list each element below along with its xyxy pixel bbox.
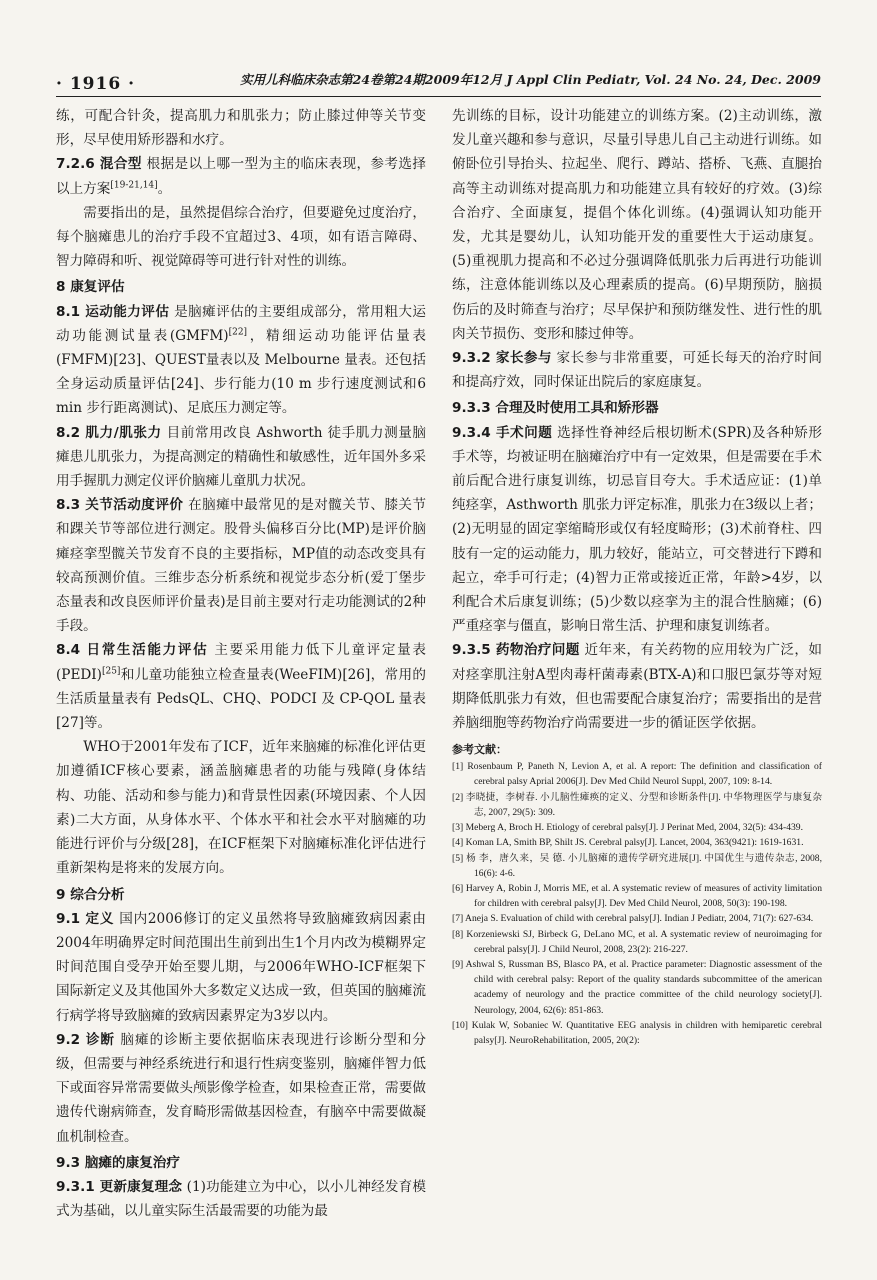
paragraph-text-cont: ，精细运动功能评估量表(FMFM)[23]、QUEST量表以及 Melbourne 量表。还包括全身运动质量评估[24]、步行能力(10 m 步行速度测试和6 min 步行距离测试)、足底压力测定等。	[56, 327, 426, 417]
paragraph-text: 近年来，有关药物的应用较为广泛，如对痉挛肌注射A型肉毒杆菌毒素(BTX-A)和口服巴氯芬等对短期降低肌张力有效，但也需要配合康复治疗；需要指出的是营养脑细胞等药物治疗尚需要进一步的循证医学依据。	[452, 642, 822, 732]
subsection-heading: 9.2 诊断	[56, 1031, 116, 1048]
heading-text: 9 综合分析	[56, 886, 125, 903]
subsection-heading: 9.1 定义	[56, 910, 115, 927]
subsection-paragraph	[56, 638, 426, 735]
page-header	[56, 66, 821, 100]
subsection-paragraph	[56, 493, 426, 638]
paragraph-text-cont: 和儿童功能独立检查量表(WeeFIM)[26]，常用的生活质量量表有 PedsQL、CHQ、PODCI 及 CP-QOL 量表[27]等。	[56, 666, 426, 732]
subsection-paragraph	[56, 421, 426, 494]
running-head: 实用儿科临床杂志第24卷第24期2009年12月 J Appl Clin Pediatr, Vol. 24 No. 24, Dec. 2009	[240, 72, 821, 87]
paragraph-text: (1)功能建立为中心，以小儿神经发育模式为基础，以儿童实际生活最需要的功能为最	[56, 1178, 426, 1220]
left-column	[56, 104, 426, 1254]
citation-superscript: [19-21,14]	[110, 180, 158, 191]
paragraph-text-cont: 。	[157, 180, 172, 197]
reference-item: [5] 杨 李，唐久来，吴 德. 小儿脑瘫的遗传学研究进展[J]. 中国优生与遗传杂志, 2008, 16(6): 4-6.	[452, 852, 822, 879]
body-paragraph: 练，可配合针灸，提高肌力和肌张力；防止膝过伸等关节变形，尽早使用矫形器和水疗。	[56, 108, 426, 149]
section-heading	[56, 883, 426, 907]
reference-item: [7] Aneja S. Evaluation of child with cerebral palsy[J]. Indian J Pediatr, 2004, 71(7): 627-634.	[452, 913, 814, 925]
paragraph-text: 选择性脊神经后根切断术(SPR)及各种矫形手术等，均被证明在脑瘫治疗中有一定效果，但是需要在手术前后配合进行康复训练，切忌盲目夸大。手术适应证：(1)单纯痉挛，Asthworth 肌张力评定标准，肌张力在3级以上者；(2)无明显的固定挛缩畸形或仅有轻度畸形；(3)术前脊柱、四肢有一定的运动能力，肌力较好，能站立，可交替进行下蹲和起立，牵手可行走；(4)智力正常或接近正常，年龄>4岁，以利配合术后康复训练；(5)少数以痉挛为主的混合性脑瘫；(6)严重痉挛与僵直，影响日常生活、护理和康复训练者。	[452, 424, 822, 635]
heading-text: 9.3 脑瘫的康复治疗	[56, 1154, 180, 1171]
subsection-heading: 9.3.4 手术问题	[452, 424, 553, 441]
subsection-heading: 8.2 肌力/肌张力	[56, 424, 162, 441]
paragraph-text: 家长参与非常重要，可延长每天的治疗时间和提高疗效，同时保证出院后的家庭康复。	[452, 350, 822, 391]
body-paragraph: WHO于2001年发布了ICF，近年来脑瘫的标准化评估更加遵循ICF核心要素，涵盖脑瘫患者的功能与残障(身体结构、功能、活动和参与能力)和背景性因素(环境因素、个人因素)二大方面，从身体水平、个体水平和社会水平对脑瘫的功能进行评价与分级[28]，在ICF框架下对脑瘫标准化评估进行重新架构是将来的发展方向。	[56, 739, 426, 877]
reference-item: [4] Koman LA, Smith BP, Shilt JS. Cerebral palsy[J]. Lancet, 2004, 363(9421): 1619-1631.	[452, 837, 804, 849]
subsection-heading: 8.1 运动能力评估	[56, 303, 170, 320]
citation-superscript: [25]	[101, 666, 121, 677]
paragraph-text: 主要采用能力低下儿童评定量表(PEDI)	[56, 642, 426, 683]
subsection-paragraph	[56, 1175, 426, 1223]
subsection-paragraph	[56, 1028, 426, 1149]
subsection-heading: 9.3.5 药物治疗问题	[452, 642, 580, 659]
subsection-heading: 7.2.6 混合型	[56, 156, 142, 173]
subsection-paragraph	[56, 907, 426, 1028]
subsection-paragraph	[56, 300, 426, 421]
section-heading	[56, 275, 426, 299]
subsection-heading: 8.4 日常生活能力评估	[56, 642, 209, 659]
subsection-paragraph	[452, 638, 822, 735]
subsection-paragraph	[452, 346, 822, 394]
reference-item: [6] Harvey A, Robin J, Morris ME, et al. A systematic review of measures of activity limitation for children with cerebral palsy[J]. Dev Med Child Neurol, 2008, 50(3): 190-198.	[452, 882, 822, 910]
subsection-paragraph	[56, 152, 426, 200]
paragraph-text: 国内2006修订的定义虽然将导致脑瘫致病因素由2004年明确界定时间范围出生前到出生1个月内改为模糊界定时间范围自受孕开始至婴儿期，与2006年WHO-ICF框架下国际新定义及其他国外大多数定义达成一致，但英国的脑瘫流行病学将导致脑瘫的致病因素界定为3岁以内。	[56, 910, 426, 1024]
header-rule	[56, 96, 821, 97]
references-heading: 参考文献：	[452, 743, 507, 757]
subsection-heading: 9.3.2 家长参与	[452, 350, 552, 367]
subsection-heading: 9.3.1 更新康复理念	[56, 1178, 183, 1195]
reference-item: [10] Kulak W, Sobaniec W. Quantitative EEG analysis in children with hemiparetic cerebral palsy[J]. NeuroRehabilitation, 2005, 20(2):	[452, 1019, 822, 1046]
reference-item: [3] Meberg A, Broch H. Etiology of cerebral palsy[J]. J Perinat Med, 2004, 32(5): 434-439.	[452, 822, 803, 834]
reference-list	[452, 759, 822, 1048]
citation-superscript: [22]	[228, 327, 248, 338]
paragraph-text: 是脑瘫评估的主要组成部分，常用粗大运动功能测试量表(GMFM)	[56, 303, 426, 344]
reference-item: [2] 李晓捷，李树春. 小儿脑性瘫痪的定义、分型和诊断条件[J]. 中华物理医学与康复杂志, 2007, 29(5): 309.	[452, 791, 822, 818]
reference-item: [8] Korzeniewski SJ, Birbeck G, DeLano MC, et al. A systematic review of neuroimaging for cerebral palsy[J]. J Child Neurol, 2008, 23(2): 216-227.	[452, 928, 822, 955]
reference-item: [9] Ashwal S, Russman BS, Blasco PA, et al. Practice parameter: Diagnostic assessment of the child with cerebral palsy: Report of the quality standards subcommittee of the american academy of neurology and the practice committee of the child neurology society[J]. Neurology, 2004, 62(6): 851-863.	[452, 958, 822, 1016]
paragraph-text: 目前常用改良 Ashworth 徒手肌力测量脑瘫患儿肌张力，为提高测定的精确性和敏感性，近年国外多采用手握肌力测定仪评价脑瘫儿童肌力状况。	[56, 424, 426, 490]
paragraph-text: 脑瘫的诊断主要依据临床表现进行诊断分型和分级，但需要与神经系统进行和退行性病变鉴别，脑瘫伴智力低下或面容异常需要做头颅影像学检查，如果检查正常，需要做遗传代谢病筛查，发育畸形需做基因检查，有脑卒中需要做凝血机制检查。	[56, 1031, 426, 1145]
reference-item: [1] Rosenbaum P, Paneth N, Levion A, et al. A report: The definition and classification of cerebral palsy Aprial 2006[J]. Dev Med Child Neurol Suppl, 2007, 109: 8-14.	[452, 761, 822, 788]
page-number: · 1916 ·	[56, 74, 135, 94]
heading-text: 8 康复评估	[56, 279, 125, 296]
heading-text: 9.3.3 合理及时使用工具和矫形器	[452, 400, 659, 417]
paragraph-text: 根据是以上哪一型为主的临床表现，参考选择以上方案	[56, 156, 426, 197]
paragraph-text: 在脑瘫中最常见的是对髋关节、膝关节和踝关节等部位进行测定。股骨头偏移百分比(MP)是评价脑瘫痉挛型髋关节发育不良的主要指标，MP值的动态改变具有较高预测价值。三维步态分析系统和视觉步态分析(爱丁堡步态量表和改良医师评价量表)是目前主要对行走功能测试的2种手段。	[56, 497, 426, 635]
section-heading	[452, 396, 822, 420]
subsection-heading: 8.3 关节活动度评价	[56, 497, 184, 514]
body-paragraph: 需要指出的是，虽然提倡综合治疗，但要避免过度治疗，每个脑瘫患儿的治疗手段不宜超过3、4项，如有语言障碍、智力障碍和听、视觉障碍等可进行针对性的训练。	[56, 204, 426, 270]
subsection-paragraph	[452, 421, 822, 639]
right-column-body	[452, 104, 822, 735]
section-heading	[56, 1151, 426, 1175]
body-paragraph: 先训练的目标，设计功能建立的训练方案。(2)主动训练，激发儿童兴趣和参与意识，尽量引导患儿自己主动进行训练。如俯卧位引导抬头、拉起坐、爬行、蹲站、搭桥、飞燕、直腿抬高等主动训练对提高肌力和功能建立具有较好的疗效。(3)综合治疗、全面康复，提倡个体化训练。(4)强调认知功能开发，尤其是婴幼儿，认知功能开发的重要性大于运动康复。(5)重视肌力提高和不必过分强调降低肌张力后再进行功能训练，注意体能训练以及心理素质的提高。(6)早期预防，脑损伤后的及时筛查与治疗；尽早保护和预防继发性、进行性的肌肉关节损伤、变形和膝过伸等。	[452, 108, 822, 342]
right-column	[452, 104, 822, 1254]
